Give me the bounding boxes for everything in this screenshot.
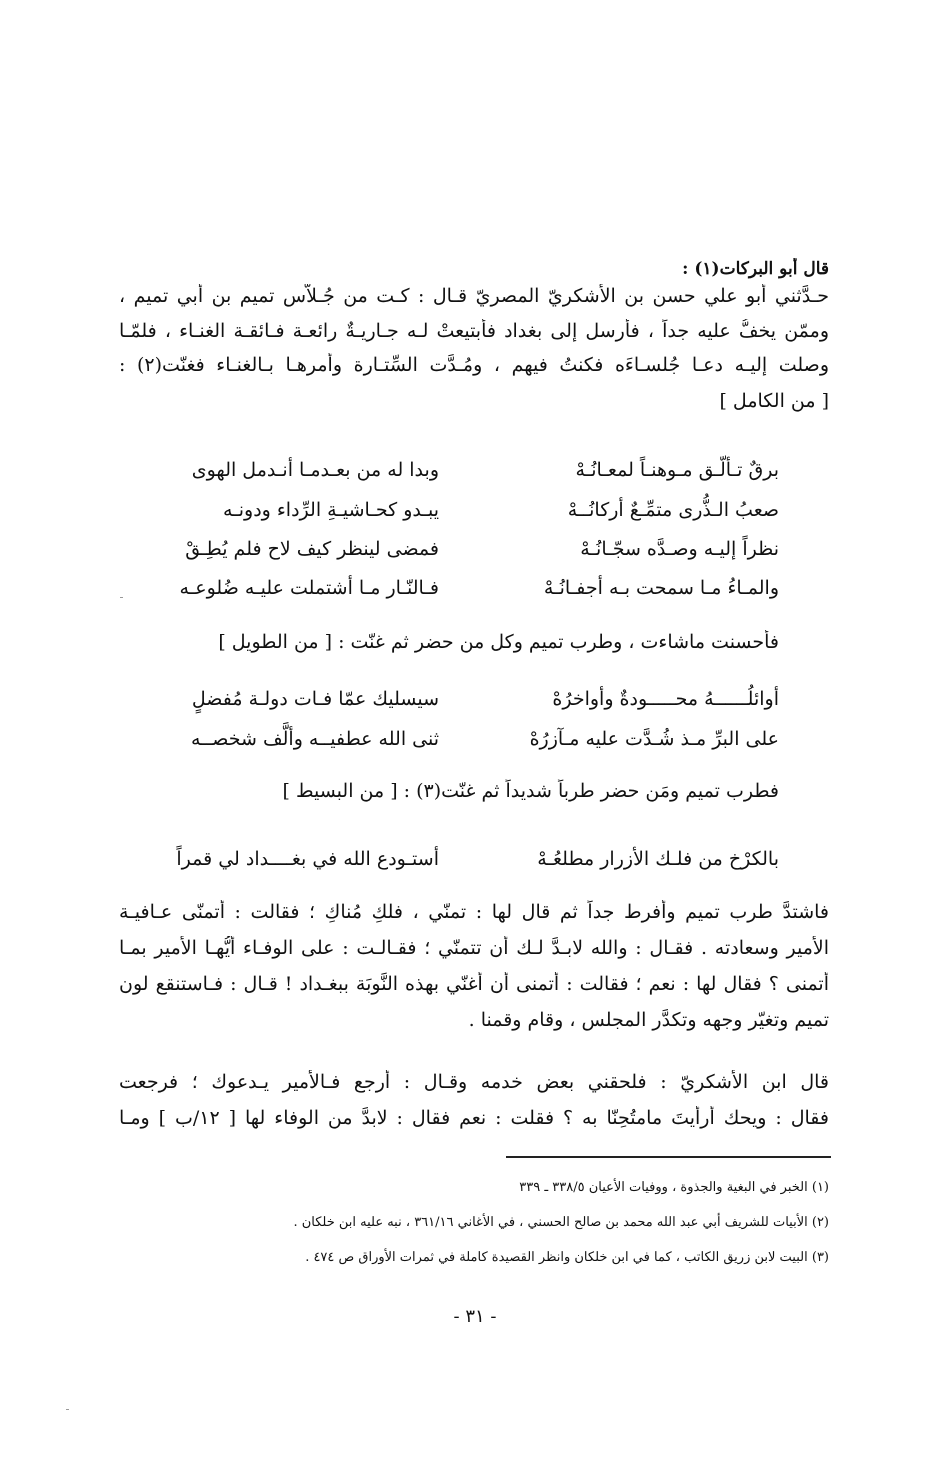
paragraph-2: فأحسنت ماشاءت ، وطرب تميم وكل من حضر ثم غنّت : [ من الطويل ] [218,631,779,653]
paragraph-1-line-1: حـدَّثني أبو علي حسن بن الأشكريّ المصريّ قـال : كـت من جُـلاّس تميم بن أبي تميم ، [119,285,829,307]
poem-1-verse-2-second: صعبُ الـذُّرى متمِّـعٌ أركانُــهْ [567,499,779,521]
footnote-2: (٢) الأبيات للشريف أبي عبد الله محمد بن صالح الحسني ، في الأغاني ٣٦١/١٦ ، نبه عليه ابن خلكان . [293,1215,829,1230]
paragraph-1-line-2: وممّن يخفُّ عليه جداً ، فأرسل إلى بغداد فأبتيعتْ لـه جـاريـةٌ رائعـة فـائقـة الغنـاء ، فلمّـا [119,320,829,342]
poem-1-verse-4-first: فـالنّـار مـا أشتملت عليـه ضُلوعـه [179,577,439,599]
footnote-1: (١) الخبر في البغية والجذوة ، ووفيات الأعيان ٣٣٨/٥ ـ ٣٣٩ [519,1180,829,1195]
paragraph-1-line-3: وصلت إليـه دعـا جُلسـاءَه فكنتُ فيهم ، ومُـدَّت السِّتـارة وأمرهـا بـالغنـاء فغنّت(٢) : [119,354,829,376]
poem-2-verse-2-second: على البرِّ مـذ شُـدَّت عليه مـآزرُهْ [529,728,779,750]
poem-2-verse-1-first: سيسليك عمّا فـات دولـة مُفضلٍ [191,688,439,710]
paragraph-4-line-1: فاشتدَّ طرب تميم وأفرط جداً ثم قال لها : تمنّي ، فلكِ مُناكِ ؛ فقالت : أتمنّى عـافيـة [119,901,829,923]
paragraph-4-line-4: تميم وتغيّر وجهه وتكدَّر المجلس ، وقام وقمنا . [468,1009,829,1031]
poem-2-verse-2-first: ثنى الله عطفيــه وألَّف شخصــه [190,728,439,750]
scan-speck [120,597,123,598]
paragraph-4-line-3: أتمنى ؟ فقال لها : نعم ؛ فقالت : أتمنى أن أُغنّي بهذه النَّوبَة ببغـداد ! قـال : فـاستنقع لون [119,973,829,995]
poem-2-verse-1-second: أوائلُــــــهُ محـــــودةٌ وأواخرُهْ [552,688,779,710]
poem-1-verse-1-first: وبدا له من بعـدمـا أنـدمل الهوى [191,459,439,481]
poem-1-verse-2-first: يبـدو كحـاشيـةِ الرِّداء ودونـه [222,499,439,521]
section-heading: قال أبو البركات(١) : [682,259,829,279]
meter-label-kamil: [ من الكامل ] [719,390,829,412]
poem-1-verse-3-first: فمضى لينظر كيف لاح فلم يُطِـقْ [185,538,439,560]
poem-3-verse-1-first: أستـودع الله في بغــــداد لي قمراً [176,848,439,870]
poem-3-verse-1-second: بالكرْخ من فلـك الأزرار مطلعُـهْ [537,848,779,870]
scan-speck [66,1409,69,1410]
poem-1-verse-4-second: والمـاءُ مـا سمحت بـه أجفـانُـهْ [543,577,779,599]
paragraph-5-line-1: قال ابن الأشكريّ : فلحقني بعض خدمه وقـال : أرجع فـالأمير يـدعوك ؛ فرجعت [119,1071,829,1093]
poem-1-verse-1-second: برقٌ تـألّـق مـوهنـاً لمعـانُـهْ [575,459,779,481]
page-number: - ٣١ - [453,1306,497,1327]
paragraph-4-line-2: الأمير وسعادته . فقـال : والله لابـدَّ لـك أن تتمنّي ؛ فقـالـت : على الوفـاء أيُّهـا الأمير بمـا [119,937,829,959]
paragraph-3: فطرب تميم ومَن حضر طرباً شديداً ثم غنّت(٣) : [ من البسيط ] [282,780,779,802]
footnote-3: (٣) البيت لابن زريق الكاتب ، كما في ابن خلكان وانظر القصيدة كاملة في ثمرات الأوراق ص ٤٧٤ . [305,1250,829,1265]
poem-1-verse-3-second: نظراً إليـه وصـدَّه سجّـانُـهْ [580,538,779,560]
paragraph-5-line-2: فقال : ويحك أرأيتَ مامتُحِنّا به ؟ فقلت : نعم فقال : لابدَّ من الوفاء لها [ ١٢/ب ] ومـا [119,1107,829,1129]
footnote-divider [506,1156,831,1158]
